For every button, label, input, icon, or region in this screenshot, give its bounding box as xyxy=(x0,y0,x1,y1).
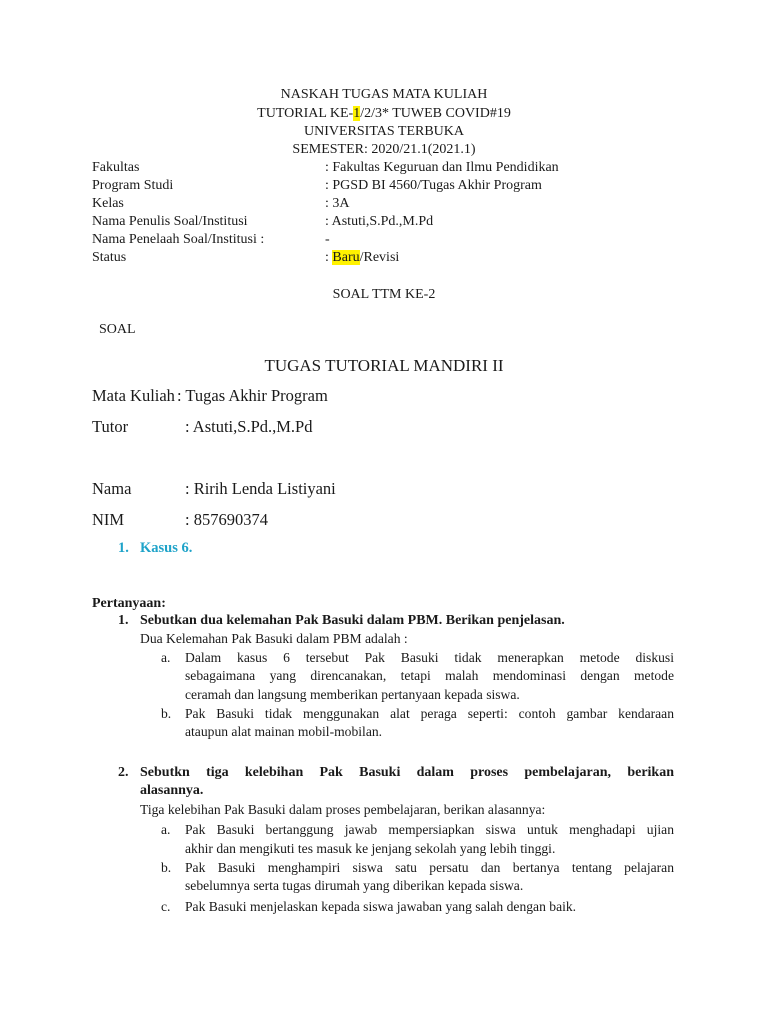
info-label-penelaah: Nama Penelaah Soal/Institusi : xyxy=(92,232,265,247)
mata-kuliah-label: Mata Kuliah xyxy=(92,386,175,405)
q1-intro: Dua Kelemahan Pak Basuki dalam PBM adalah : xyxy=(140,631,408,646)
q1-b-line1: Pak Basuki tidak menggunakan alat peraga seperti: contoh gambar kendaraan xyxy=(185,706,674,721)
q2-c-marker: c. xyxy=(161,899,171,914)
doc-header-line3: UNIVERSITAS TERBUKA xyxy=(303,124,464,139)
soal-ttm-heading: SOAL TTM KE-2 xyxy=(332,287,436,302)
status-colon: : xyxy=(325,250,333,265)
q1-b-marker: b. xyxy=(161,706,172,721)
q2-a-marker: a. xyxy=(161,822,171,837)
status-baru-highlight: Baru xyxy=(332,250,360,265)
q2-question-line2: alasannya. xyxy=(140,783,204,798)
q2-b-line1: Pak Basuki menghampiri siswa satu persatu dan bertanya tentang pelajaran xyxy=(185,860,674,875)
q2-number: 2. xyxy=(118,765,129,780)
soal-label: SOAL xyxy=(99,322,136,337)
nim-value: : 857690374 xyxy=(185,510,268,529)
q1-question: Sebutkan dua kelemahan Pak Basuki dalam PBM. Berikan penjelasan. xyxy=(140,613,565,628)
q2-c-line1: Pak Basuki menjelaskan kepada siswa jawaban yang salah dengan baik. xyxy=(185,899,577,914)
q1-number: 1. xyxy=(118,613,129,628)
doc-header-line1: NASKAH TUGAS MATA KULIAH xyxy=(280,87,488,102)
nim-label: NIM xyxy=(92,510,125,529)
doc-header-line2 xyxy=(0,106,768,122)
tutorial-prefix: TUTORIAL KE- xyxy=(257,106,354,121)
q2-b-marker: b. xyxy=(161,860,172,875)
q1-a-line3: ceramah dan langsung memberikan pertanyaan kepada siswa. xyxy=(185,687,520,702)
kasus-number: 1. xyxy=(118,540,129,556)
info-label-kelas: Kelas xyxy=(92,196,124,211)
info-label-status: Status xyxy=(92,250,127,265)
q2-question-line1: Sebutkn tiga kelebihan Pak Basuki dalam proses pembelajaran, berikan xyxy=(140,765,674,780)
q2-b-line2: sebelumnya serta tugas dirumah yang diberikan kepada siswa. xyxy=(185,878,524,893)
tutor-value: : Astuti,S.Pd.,M.Pd xyxy=(185,417,313,436)
tugas-title: TUGAS TUTORIAL MANDIRI II xyxy=(264,356,504,375)
status-rest: /Revisi xyxy=(359,250,400,265)
nama-value: : Ririh Lenda Listiyani xyxy=(185,479,336,498)
tutorial-number-highlight: 1 xyxy=(353,106,361,121)
q1-a-line1: Dalam kasus 6 tersebut Pak Basuki tidak menerapkan metode diskusi xyxy=(185,650,674,665)
info-value-penelaah: - xyxy=(325,232,330,247)
pertanyaan-heading: Pertanyaan: xyxy=(92,596,166,611)
mata-kuliah-value: : Tugas Akhir Program xyxy=(177,386,328,405)
doc-header-line4: SEMESTER: 2020/21.1(2021.1) xyxy=(292,142,476,157)
q2-a-line1: Pak Basuki bertanggung jawab mempersiapkan siswa untuk menghadapi ujian xyxy=(185,822,674,837)
info-label-penulis: Nama Penulis Soal/Institusi xyxy=(92,214,248,229)
q2-intro: Tiga kelebihan Pak Basuki dalam proses pembelajaran, berikan alasannya: xyxy=(140,802,546,817)
info-value-program-studi: : PGSD BI 4560/Tugas Akhir Program xyxy=(325,178,542,193)
info-label-program-studi: Program Studi xyxy=(92,178,174,193)
info-value-kelas: : 3A xyxy=(325,196,350,211)
tutor-label: Tutor xyxy=(92,417,129,436)
info-label-fakultas: Fakultas xyxy=(92,160,140,175)
q1-a-line2: sebagaimana yang direncanakan, tetapi malah mendominasi dengan metode xyxy=(185,668,674,683)
kasus-heading: Kasus 6. xyxy=(140,540,193,556)
nama-label: Nama xyxy=(92,479,132,498)
info-value-fakultas: : Fakultas Keguruan dan Ilmu Pendidikan xyxy=(325,160,559,175)
info-value-status xyxy=(325,250,399,266)
q2-a-line2: akhir dan mengikuti tes masuk ke jenjang sekolah yang lebih tinggi. xyxy=(185,841,556,856)
q1-b-line2: ataupun alat mainan mobil-mobilan. xyxy=(185,724,383,739)
info-value-penulis: : Astuti,S.Pd.,M.Pd xyxy=(325,214,434,229)
tutorial-suffix: /2/3* TUWEB COVID#19 xyxy=(360,106,511,121)
q1-a-marker: a. xyxy=(161,650,171,665)
